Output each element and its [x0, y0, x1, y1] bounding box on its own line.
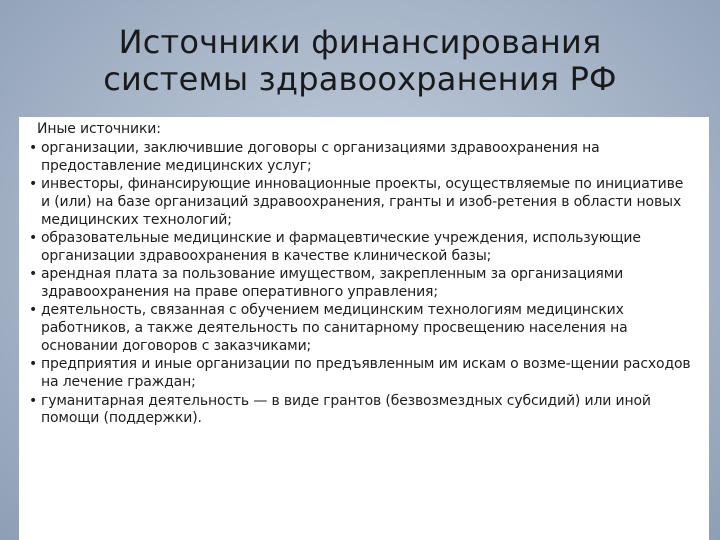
bullet-icon: • [29, 356, 38, 373]
bullet-icon: • [29, 302, 38, 319]
list-item [19, 176, 709, 229]
list-item-text: арендная плата за пользование имуществом, закрепленным за организациями здравоохранения на праве оперативного управления; [41, 266, 624, 300]
list-item-text: деятельность, связанная с обучением медицинским технологиям медицинских работников, а также деятельность по санитарному просвещению населения на основании договоров с заказчиками; [41, 302, 628, 354]
bullet-icon: • [29, 139, 38, 156]
list-item-text: предприятия и иные организации по предъявленным им искам о возме-щении расходов на лечение граждан; [41, 356, 691, 391]
list-item [19, 140, 709, 176]
content-body [19, 121, 709, 429]
list-item [19, 356, 709, 392]
slide-title-line-1: Источники финансирования [118, 23, 602, 61]
bullet-icon: • [29, 392, 38, 409]
list-item [19, 393, 709, 429]
list-item [19, 230, 709, 266]
bullet-icon: • [29, 266, 38, 283]
slide-title [40, 24, 680, 98]
list-item-text: организации, заключившие договоры с организациями здравоохранения на предоставление медицинских услуг; [41, 139, 600, 174]
bullet-icon: • [29, 229, 38, 246]
slide-title-line-2: системы здравоохранения РФ [103, 60, 617, 98]
list-item [19, 302, 709, 355]
content-panel [19, 117, 709, 540]
list-item-text: инвесторы, финансирующие инновационные проекты, осуществляемые по инициативе и (или) на базе организаций здравоохранения, гранты и изоб-ретения в области новых медицинских технологий; [41, 175, 684, 228]
subheading: Иные источники: [37, 121, 161, 137]
bullet-list [19, 140, 709, 428]
list-item [19, 266, 709, 302]
list-item-text: образовательные медицинские и фармацевтические учреждения, использующие организации здравоохранения в качестве клинической базы; [41, 229, 641, 264]
bullet-icon: • [29, 175, 38, 192]
list-item-text: гуманитарная деятельность — в виде грантов (безвозмездных субсидий) или иной помощи (поддержки). [41, 392, 651, 427]
